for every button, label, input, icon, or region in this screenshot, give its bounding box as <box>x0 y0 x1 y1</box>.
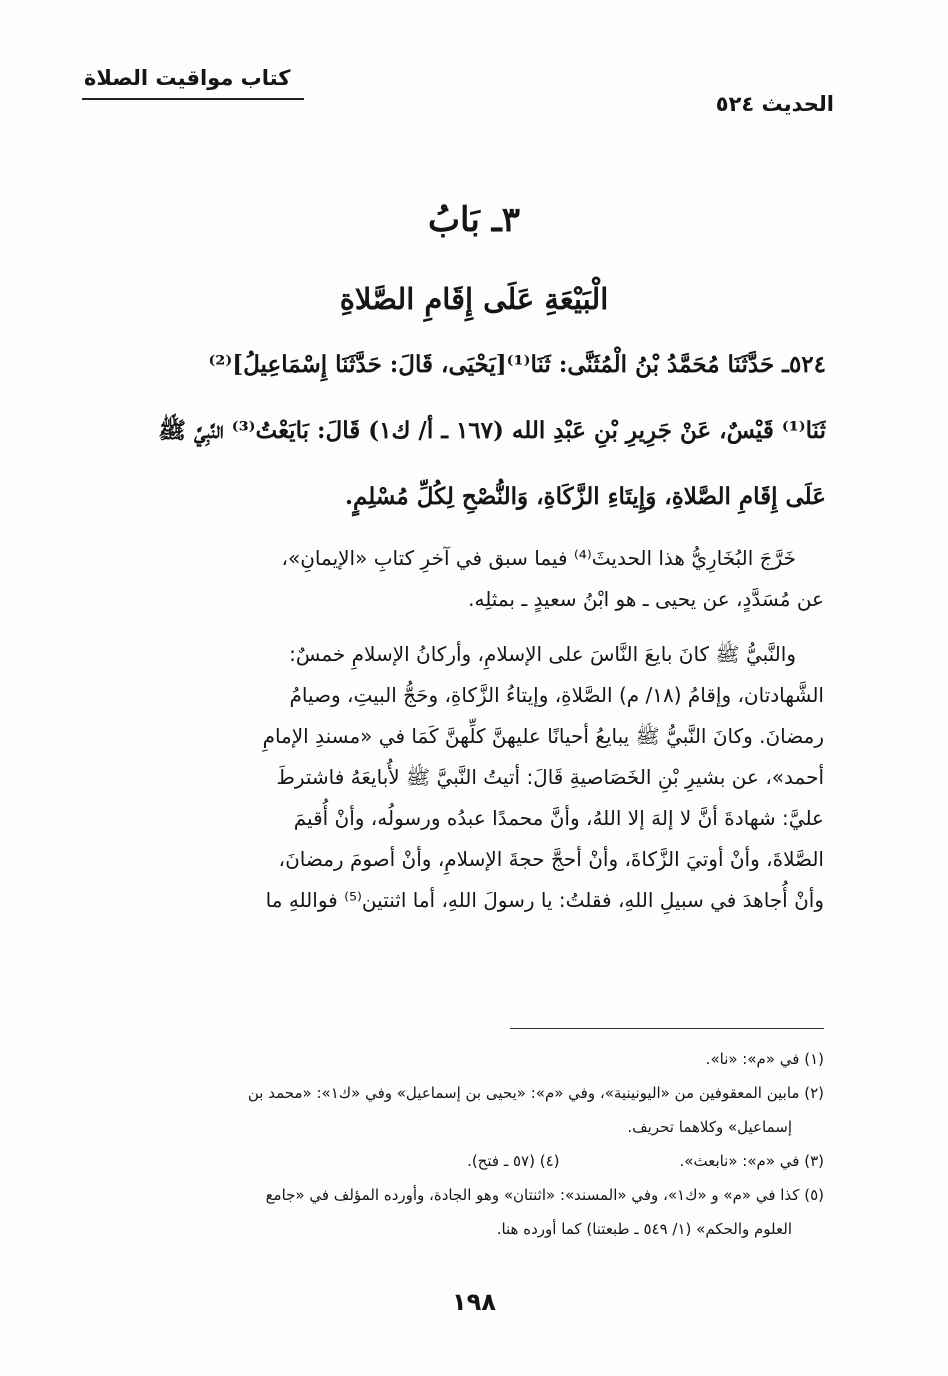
footnote-5-continuation: العلوم والحكم» (١/ ٥٤٩ ـ طبعتنا) كما أورده هنا. <box>496 1220 792 1238</box>
running-header <box>78 62 834 124</box>
commentary-paragraph <box>70 538 824 620</box>
footnote-1: (١) في «م»: «نا». <box>705 1050 824 1068</box>
book-title: كتاب مواقيت الصلاة <box>84 66 291 90</box>
header-rule <box>82 98 304 100</box>
footnote-separator <box>510 1028 824 1029</box>
footnotes <box>60 1042 824 1246</box>
commentary-line: والنَّبيُّ ﷺ كانَ بايعَ النَّاسَ على الإسلامِ، وأركانُ الإسلامِ خمسٌ: <box>289 642 796 666</box>
hadith-reference: الحديث ٥٢٤ <box>715 92 834 116</box>
page-number: ١٩٨ <box>452 1288 496 1316</box>
commentary-paragraph <box>70 634 824 921</box>
hadith-line: عَلَى إِقَامِ الصَّلاةِ، وَإِيتَاءِ الزَّكَاةِ، وَالنُّصْحِ لِكُلِّ مُسْلِمٍ. <box>344 483 826 510</box>
commentary <box>70 538 824 921</box>
commentary-line: خَرَّجَ البُخَارِيُّ هذا الحديثَ⁽⁴⁾ فيما سبق في آخرِ كتابِ «الإيمانِ»، <box>281 546 796 570</box>
commentary-line: وأنْ أُجاهدَ في سبيلِ اللهِ، فقلتُ: يا رسولَ اللهِ، أما اثنتين⁽⁵⁾ فواللهِ ما <box>265 888 824 912</box>
commentary-line: أحمد»، عن بشيرِ بْنِ الخَصَاصيةِ قَالَ: أتيتُ النَّبيَّ ﷺ لأُبايعَهُ فاشترطَ <box>276 765 824 789</box>
footnote-2: (٢) مابين المعقوفين من «اليونينية»، وفي «م»: «يحيى بن إسماعيل» وفي «ك١»: «محمد بن <box>247 1084 824 1102</box>
commentary-line: عليَّ: شهادةَ أنَّ لا إلهَ إلا اللهُ، وأنَّ محمدًا عبدُه ورسولُه، وأنْ أُقيمَ <box>293 806 824 830</box>
footnote-4: (٤) (٥٧ ـ فتح). <box>467 1152 560 1170</box>
chapter-title: الْبَيْعَةِ عَلَى إِقَامِ الصَّلاةِ <box>339 282 609 316</box>
commentary-line: عن مُسَدَّدٍ، عن يحيى ـ هو ابْنُ سعيدٍ ـ بمثلِه. <box>468 587 824 611</box>
footnotes-3-4 <box>60 1144 824 1178</box>
footnote-3: (٣) في «م»: «نابعث». <box>679 1152 824 1170</box>
hadith-line: ثَنَا⁽¹⁾ قَيْسٌ، عَنْ جَرِيرِ بْنِ عَبْدِ الله (١٦٧ ـ أ/ ك١) قَالَ: بَايَعْتُ⁽³⁾ النَّبِيَّ ﷺ <box>158 417 826 444</box>
commentary-line: الصَّلاةَ، وأنْ أوتيَ الزَّكاةَ، وأنْ أحجَّ حجةَ الإسلامِ، وأنْ أصومَ رمضانَ، <box>278 847 824 871</box>
hadith-line: ٥٢٤ـ حَدَّثَنَا مُحَمَّدُ بْنُ الْمُثَنَّى: ثَنَا⁽¹⁾[يَحْيَى، قَالَ: حَدَّثَنَا إِسْمَاعِيلُ]⁽²⁾ <box>208 351 826 378</box>
commentary-line: الشَّهادتان، وإقامُ (١٨/ م) الصَّلاةِ، وإيتاءُ الزَّكاةِ، وحَجُّ البيتِ، وصيامُ <box>289 683 824 707</box>
commentary-line: رمضانَ. وكانَ النَّبيُّ ﷺ يبايعُ أحيانًا عليهنَّ كلِّهنَّ كَمَا في «مسندِ الإمامِ <box>262 724 824 748</box>
footnote-5: (٥) كذا في «م» و «ك١»، وفي «المسند»: «اثنتان» وهو الجادة، وأورده المؤلف في «جامع <box>265 1186 824 1204</box>
hadith-text <box>88 332 826 530</box>
chapter-heading: ٣ـ بَابُ <box>428 200 520 240</box>
footnote-2-continuation: إسماعيل» وكلاهما تحريف. <box>627 1118 792 1136</box>
